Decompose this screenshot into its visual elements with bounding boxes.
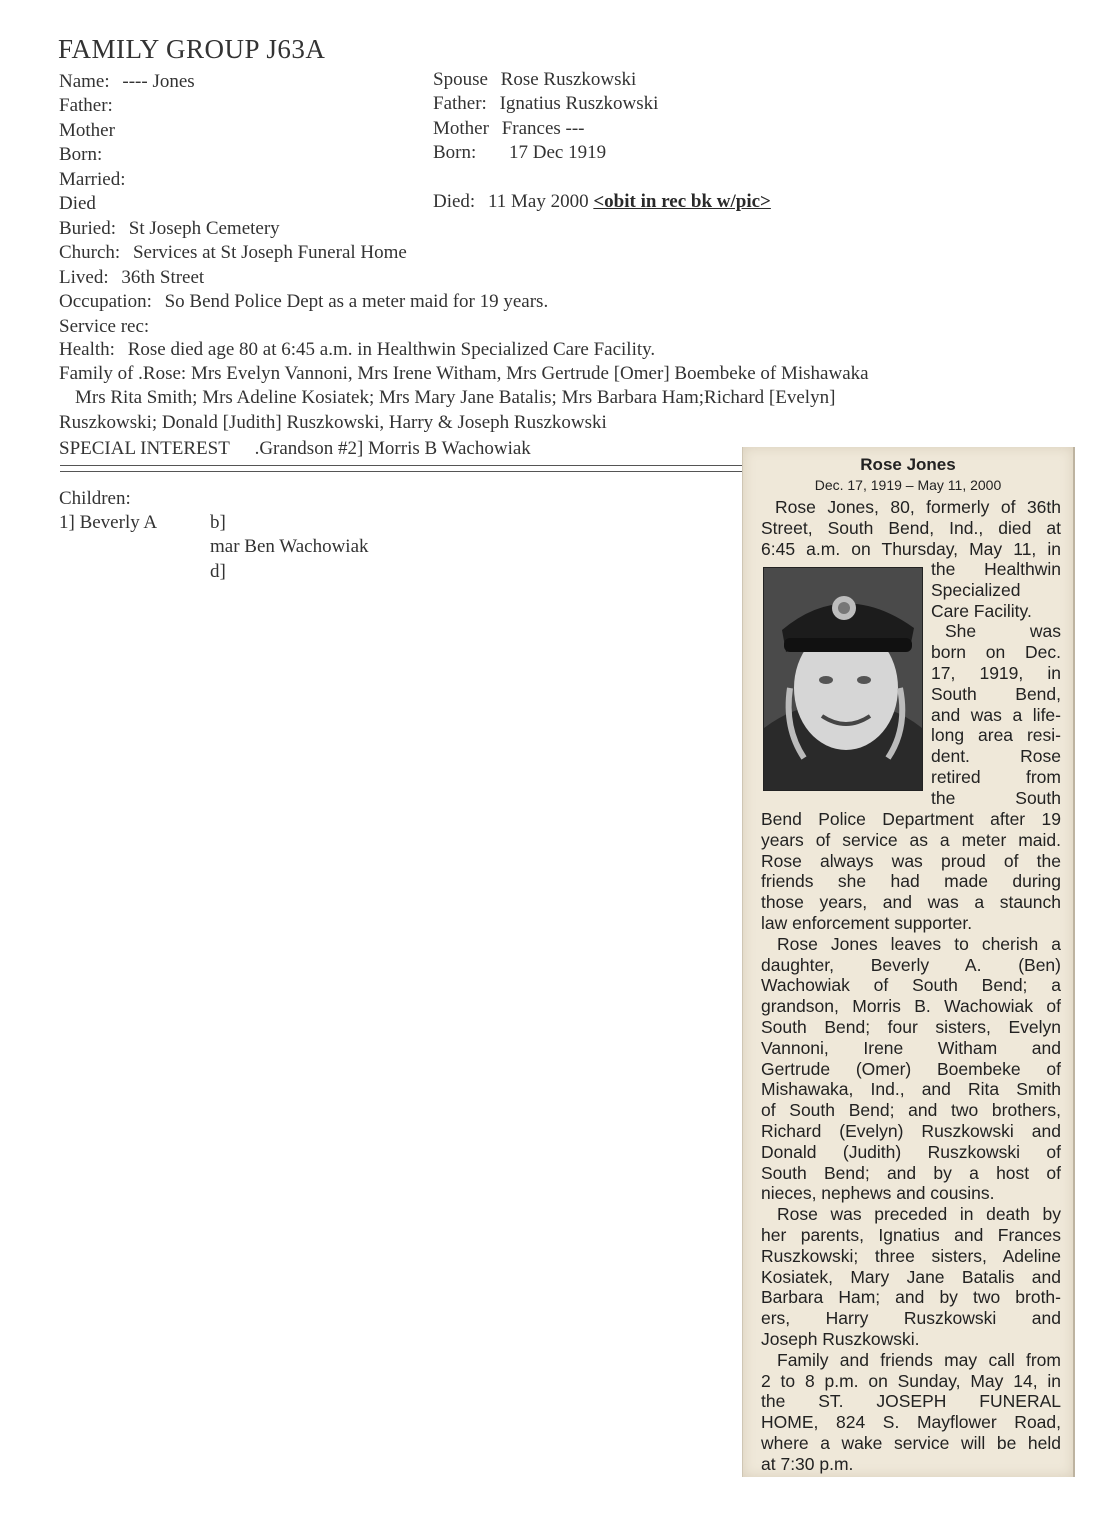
obituary-line: born on Dec. xyxy=(931,642,1061,663)
obituary-line: Vannoni, Irene Witham and xyxy=(761,1037,1061,1058)
church-label: Church: xyxy=(59,242,121,263)
obituary-clipping xyxy=(742,447,1075,1477)
occupation-label: Occupation: xyxy=(59,291,152,312)
lived-value: 36th Street xyxy=(121,267,205,288)
obituary-line: long area resi- xyxy=(931,725,1061,746)
died-row xyxy=(59,192,104,216)
obituary-line: the South xyxy=(931,787,1061,808)
obituary-line: Richard (Evelyn) Ruszkowski and xyxy=(761,1120,1061,1141)
father-label: Father: xyxy=(59,95,113,116)
buried-value: St Joseph Cemetery xyxy=(128,218,280,239)
obituary-line: of South Bend; and two brothers, xyxy=(761,1100,1061,1121)
obituary-line: She was xyxy=(945,621,1061,642)
obituary-line: Mishawaka, Ind., and Rita Smith xyxy=(761,1079,1061,1100)
occupation-value: So Bend Police Dept as a meter maid for 19 years. xyxy=(164,291,549,312)
obituary-dates: Dec. 17, 1919 – May 11, 2000 xyxy=(814,477,1002,493)
obituary-line: Specialized xyxy=(931,579,1021,600)
special-interest-row xyxy=(59,437,531,461)
spouse-father-row xyxy=(433,92,658,116)
obituary-line: years of service as a meter maid. xyxy=(761,829,1061,850)
buried-row xyxy=(59,217,280,241)
special-interest-label: SPECIAL INTEREST xyxy=(59,438,230,459)
obituary-line: 6:45 a.m. on Thursday, May 11, in xyxy=(761,538,1061,559)
buried-label: Buried: xyxy=(59,218,116,239)
name-value: ---- Jones xyxy=(122,71,195,92)
spouse-label: Spouse xyxy=(433,69,488,90)
page-title: FAMILY GROUP J63A xyxy=(58,34,326,64)
obituary-line: Wachowiak of South Bend; a xyxy=(761,975,1061,996)
obituary-line: friends she had made during xyxy=(761,871,1061,892)
spouse-father-label: Father: xyxy=(433,93,487,114)
obituary-line: nieces, nephews and cousins. xyxy=(761,1183,995,1204)
spouse-mother-value: Frances --- xyxy=(501,118,585,139)
obituary-line: grandson, Morris B. Wachowiak of xyxy=(761,996,1061,1017)
obituary-line: Care Facility. xyxy=(931,600,1032,621)
child-1-born: b] xyxy=(210,512,226,533)
obituary-line: ers, Harry Ruszkowski and xyxy=(761,1308,1061,1329)
name-row xyxy=(59,70,195,94)
obituary-line: Rose Jones, 80, formerly of 36th xyxy=(775,497,1061,517)
spouse-died-row xyxy=(433,190,771,214)
portrait-photo-image xyxy=(764,568,922,790)
obituary-line: South Bend; four sisters, Evelyn xyxy=(761,1016,1061,1037)
obituary-opening xyxy=(761,497,1061,559)
spouse-row xyxy=(433,68,636,92)
spouse-born-value: 17 Dec 1919 xyxy=(509,142,607,163)
obituary-line: Bend Police Department after 19 xyxy=(761,809,1061,829)
mother-row xyxy=(59,119,123,143)
children-heading: Children: xyxy=(59,488,131,509)
double-divider xyxy=(60,465,745,472)
health-row xyxy=(59,338,655,362)
obituary-line: Joseph Ruszkowski. xyxy=(761,1328,920,1349)
obituary-line: daughter, Beverly A. (Ben) xyxy=(761,954,1061,975)
married-label: Married: xyxy=(59,169,126,190)
obituary-line: Ruszkowski; three sisters, Adeline xyxy=(761,1245,1061,1266)
spouse-died-value: 11 May 2000 xyxy=(487,191,589,212)
obituary-line: the ST. JOSEPH FUNERAL xyxy=(761,1391,1061,1412)
obituary-name: Rose Jones xyxy=(860,455,956,474)
church-row xyxy=(59,241,407,265)
born-label: Born: xyxy=(59,144,103,165)
obituary-line: Street, South Bend, Ind., died at xyxy=(761,517,1061,538)
obituary-line: 17, 1919, in xyxy=(931,662,1061,683)
spouse-born-label: Born: xyxy=(433,142,477,163)
spouse-died-label: Died: xyxy=(433,191,476,212)
obituary-line: South Bend; and by a host of xyxy=(761,1162,1061,1183)
name-label: Name: xyxy=(59,71,110,92)
service-row xyxy=(59,315,157,339)
married-row xyxy=(59,168,133,192)
service-label: Service rec: xyxy=(59,316,150,337)
obituary-line: and was a life- xyxy=(931,704,1061,725)
obituary-line: South Bend, xyxy=(931,683,1061,704)
obituary-line: 2 to 8 p.m. on Sunday, May 14, in xyxy=(761,1370,1061,1391)
obituary-body xyxy=(761,809,1061,1475)
obituary-line: dent. Rose xyxy=(931,746,1061,767)
obituary-line: her parents, Ignatius and Frances xyxy=(761,1224,1061,1245)
lived-label: Lived: xyxy=(59,267,109,288)
spouse-father-value: Ignatius Ruszkowski xyxy=(499,93,659,114)
father-row xyxy=(59,94,121,118)
occupation-row xyxy=(59,290,548,314)
obituary-line: Gertrude (Omer) Boembeke of xyxy=(761,1058,1061,1079)
obituary-line: the Healthwin xyxy=(931,559,1061,579)
child-1-name: 1] Beverly A xyxy=(59,512,158,533)
spouse-mother-row xyxy=(433,117,585,141)
died-label: Died xyxy=(59,193,96,214)
obituary-line: Barbara Ham; and by two broth- xyxy=(761,1287,1061,1308)
obituary-line: Family and friends may call from xyxy=(777,1349,1061,1370)
special-interest-value: .Grandson #2] Morris B Wachowiak xyxy=(254,438,531,459)
family-line-1: Family of .Rose: Mrs Evelyn Vannoni, Mrs Irene Witham, Mrs Gertrude [Omer] Boembeke of Mishawaka xyxy=(59,363,869,384)
child-1-married: mar Ben Wachowiak xyxy=(210,536,369,557)
obituary-line: law enforcement supporter. xyxy=(761,912,973,933)
family-line-2: Mrs Rita Smith; Mrs Adeline Kosiatek; Mrs Mary Jane Batalis; Mrs Barbara Ham;Richard [Evelyn] xyxy=(75,387,836,408)
spouse-value: Rose Ruszkowski xyxy=(500,69,637,90)
obituary-beside-photo xyxy=(931,559,1061,809)
obituary-line: Rose Jones leaves to cherish a xyxy=(777,933,1061,954)
mother-label: Mother xyxy=(59,120,115,141)
spouse-born-row xyxy=(433,141,606,165)
health-label: Health: xyxy=(59,339,115,360)
obituary-line: Rose always was proud of the xyxy=(761,850,1061,871)
obit-link[interactable]: <obit in rec bk w/pic> xyxy=(593,191,771,212)
born-row xyxy=(59,143,110,167)
church-value: Services at St Joseph Funeral Home xyxy=(132,242,407,263)
obituary-line: where a wake service will be held xyxy=(761,1432,1061,1453)
spouse-mother-label: Mother xyxy=(433,118,489,139)
obituary-line: retired from xyxy=(931,766,1061,787)
obituary-line: HOME, 824 S. Mayflower Road, xyxy=(761,1412,1061,1433)
portrait-photo xyxy=(763,567,923,791)
obituary-line: Donald (Judith) Ruszkowski of xyxy=(761,1141,1061,1162)
family-line-3: Ruszkowski; Donald [Judith] Ruszkowski, Harry & Joseph Ruszkowski xyxy=(59,412,607,433)
lived-row xyxy=(59,266,204,290)
child-1-died: d] xyxy=(210,561,226,582)
obituary-line: at 7:30 p.m. xyxy=(761,1453,854,1474)
health-value: Rose died age 80 at 6:45 a.m. in Healthwin Specialized Care Facility. xyxy=(127,339,656,360)
obituary-line: Rose was preceded in death by xyxy=(777,1204,1061,1225)
obituary-line: those years, and was a staunch xyxy=(761,892,1061,913)
obituary-line: Kosiatek, Mary Jane Batalis and xyxy=(761,1266,1061,1287)
